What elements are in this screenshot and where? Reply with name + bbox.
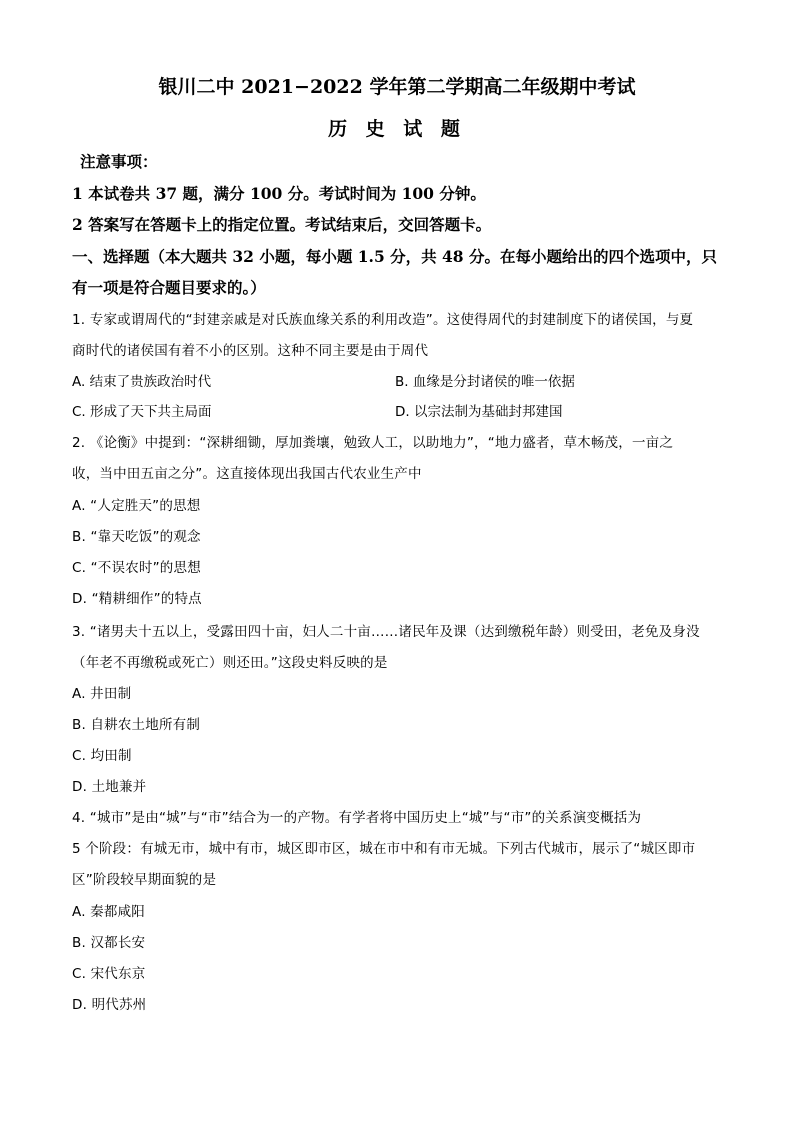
question-4-option-d[interactable]: D. 明代苏州 <box>72 997 147 1013</box>
question-3-option-d[interactable]: D. 土地兼并 <box>72 779 147 795</box>
question-3-option-c[interactable]: C. 均田制 <box>72 748 132 764</box>
question-1-option-c[interactable]: C. 形成了天下共主局面 <box>72 404 212 420</box>
notice-item-1: 1 本试卷共 37 题，满分 100 分。考试时间为 100 分钟。 <box>72 184 486 203</box>
question-2-stem-line-1: 2. 《论衡》中提到：“深耕细锄，厚加粪壤，勉致人工，以助地力”，“地力盛者，草木畅茂，一亩之 <box>72 435 674 451</box>
exam-title: 银川二中 2021−2022 学年第二学期高二年级期中考试 <box>158 76 636 98</box>
notice-item-2: 2 答案写在答题卡上的指定位置。考试结束后，交回答题卡。 <box>72 215 492 234</box>
exam-subtitle: 历 史 试 题 <box>328 118 466 140</box>
section-heading-line-2: 有一项是符合题目要求的。） <box>72 278 266 297</box>
question-1-option-d[interactable]: D. 以宗法制为基础封邦建国 <box>395 404 563 420</box>
question-1-options-row-2 <box>72 400 732 420</box>
question-4-stem-line-3: 区”阶段较早期面貌的是 <box>72 872 217 888</box>
question-1-options-row-1 <box>72 370 732 390</box>
question-2-option-d[interactable]: D. “精耕细作”的特点 <box>72 591 202 607</box>
question-3-stem-line-1: 3. “诸男夫十五以上，受露田四十亩，妇人二十亩……诸民年及课（达到缴税年龄）则受田，老免及身没 <box>72 624 700 640</box>
question-1-stem-line-2: 商时代的诸侯国有着不小的区别。这种不同主要是由于周代 <box>72 343 429 359</box>
notice-heading: 注意事项： <box>80 152 158 171</box>
question-1-stem-line-1: 1. 专家或谓周代的“封建亲戚是对氏族血缘关系的利用改造”。这使得周代的封建制度下的诸侯国，与夏 <box>72 312 694 328</box>
question-4-option-a[interactable]: A. 秦都咸阳 <box>72 904 145 920</box>
question-4-stem-line-1: 4. “城市”是由“城”与“市”结合为一的产物。有学者将中国历史上“城”与“市”的关系演变概括为 <box>72 810 642 826</box>
question-2-option-a[interactable]: A. “人定胜天”的思想 <box>72 498 201 514</box>
question-4-option-c[interactable]: C. 宋代东京 <box>72 966 146 982</box>
section-heading-line-1: 一、选择题（本大题共 32 小题，每小题 1.5 分，共 48 分。在每小题给出的四个选项中，只 <box>72 247 717 266</box>
question-3-option-b[interactable]: B. 自耕农土地所有制 <box>72 717 201 733</box>
question-1-option-b[interactable]: B. 血缘是分封诸侯的唯一依据 <box>395 374 575 390</box>
question-4-option-b[interactable]: B. 汉都长安 <box>72 935 146 951</box>
question-3-stem-line-2: （年老不再缴税或死亡）则还田。”这段史料反映的是 <box>72 655 388 671</box>
question-1-option-a[interactable]: A. 结束了贵族政治时代 <box>72 374 212 390</box>
question-4-stem-line-2: 5 个阶段：有城无市，城中有市，城区即市区，城在市中和有市无城。下列古代城市，展示了“城区即市 <box>72 841 696 857</box>
question-2-stem-line-2: 收，当中田五亩之分”。这直接体现出我国古代农业生产中 <box>72 466 422 482</box>
question-2-option-b[interactable]: B. “靠天吃饭”的观念 <box>72 529 201 545</box>
question-3-option-a[interactable]: A. 井田制 <box>72 686 132 702</box>
question-2-option-c[interactable]: C. “不误农时”的思想 <box>72 560 201 576</box>
